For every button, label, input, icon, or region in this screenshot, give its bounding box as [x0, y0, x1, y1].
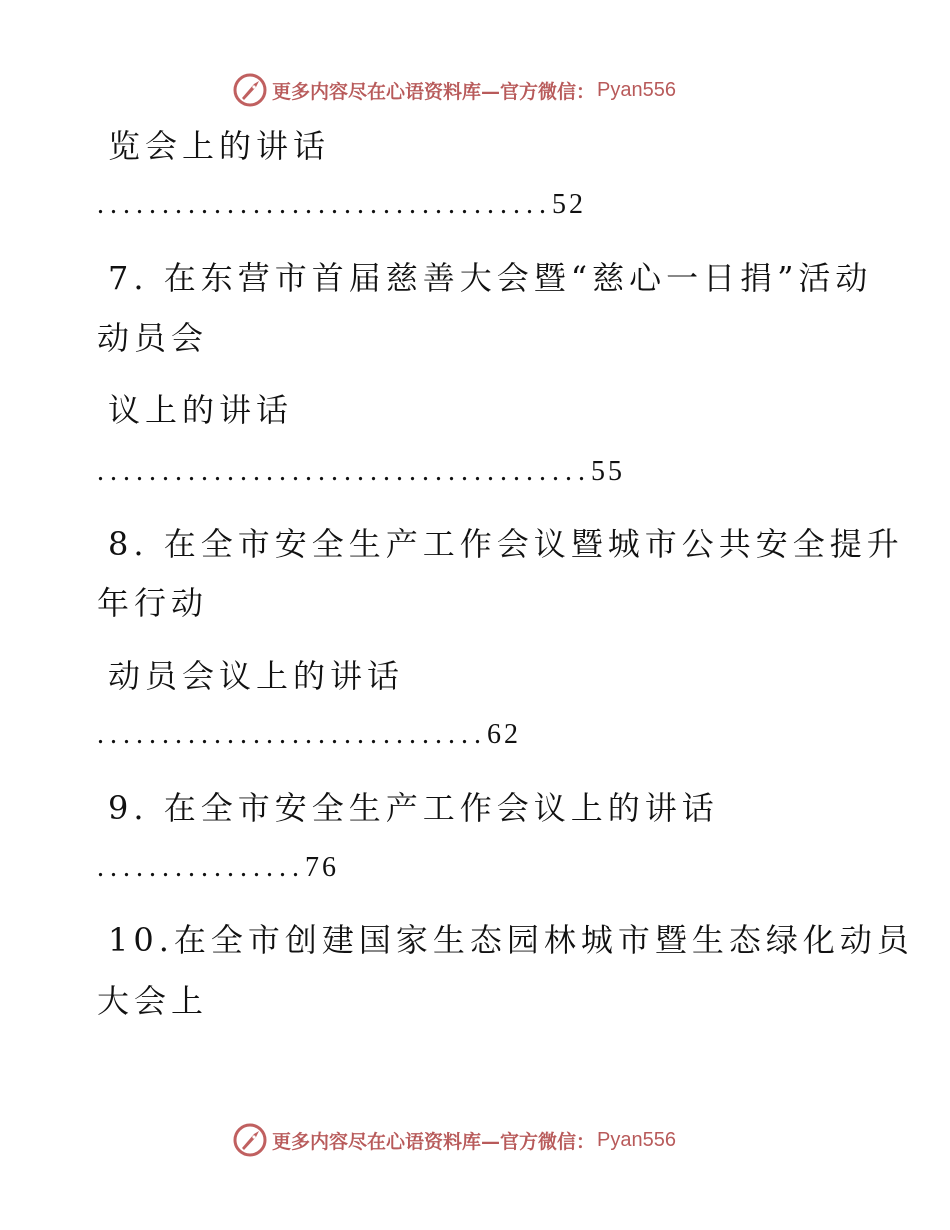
page-number: 52 — [552, 189, 586, 220]
header-watermark — [232, 70, 676, 110]
page-number: 62 — [487, 719, 521, 750]
dot-leader: ................................... — [97, 189, 552, 220]
pen-nib-logo-icon — [232, 72, 268, 108]
toc-entry-8-leader — [97, 715, 521, 755]
toc-entry-10-line-1: 10.在全市创建国家生态园林城市暨生态绿化动员 — [108, 921, 914, 959]
toc-entry-7-leader — [97, 452, 625, 492]
watermark-wechat-id: Pyan556 — [597, 78, 676, 101]
toc-entry-9-leader — [97, 848, 339, 888]
page-number: 76 — [305, 852, 339, 883]
watermark-wechat-id: Pyan556 — [597, 1128, 676, 1151]
pen-nib-logo-icon — [232, 1122, 268, 1158]
dot-leader: ...................................... — [97, 456, 591, 487]
toc-entry-7-line-2: 动员会 — [97, 319, 209, 357]
toc-entry-7-line-1: 7. 在东营市首届慈善大会暨“慈心一日捐”活动 — [108, 259, 873, 297]
toc-entry-8-line-1: 8. 在全市安全生产工作会议暨城市公共安全提升 — [108, 525, 904, 563]
toc-entry-7-line-3: 议上的讲话 — [108, 391, 294, 429]
footer-watermark — [232, 1120, 676, 1160]
watermark-text: 更多内容尽在心语资料库—官方微信： — [272, 1130, 596, 1153]
toc-entry-6-line-1: 览会上的讲话 — [108, 127, 331, 165]
toc-entry-6-leader — [97, 185, 586, 225]
watermark-text: 更多内容尽在心语资料库—官方微信： — [272, 80, 596, 103]
dot-leader: .............................. — [97, 719, 487, 750]
page-number: 55 — [591, 456, 625, 487]
toc-entry-8-line-2: 年行动 — [97, 584, 209, 622]
toc-entry-10-line-2: 大会上 — [97, 982, 209, 1020]
toc-entry-9-line-1: 9. 在全市安全生产工作会议上的讲话 — [108, 789, 719, 827]
toc-entry-8-line-3: 动员会议上的讲话 — [108, 657, 405, 695]
dot-leader: ................ — [97, 852, 305, 883]
